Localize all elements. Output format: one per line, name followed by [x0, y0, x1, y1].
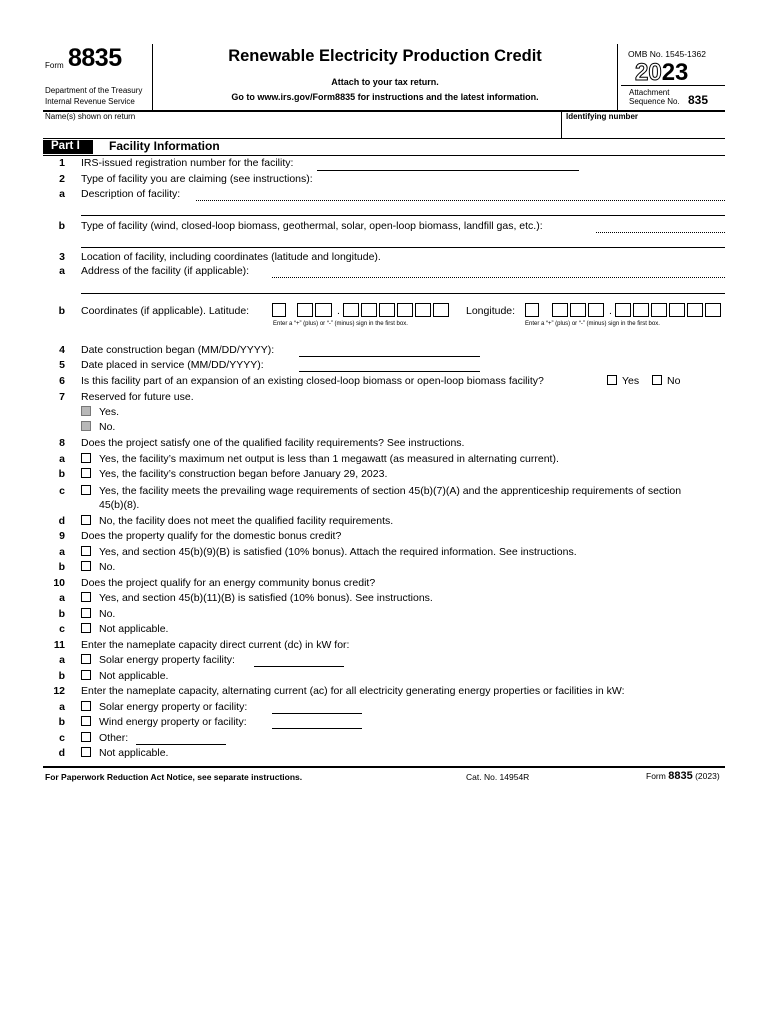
line-12-label: Enter the nameplate capacity, alternating current (ac) for all electricity generating energy properties or facilities in kW:: [81, 685, 625, 697]
line-10c-label: Not applicable.: [99, 623, 169, 635]
solar-ac-capacity-field[interactable]: [272, 713, 362, 714]
sequence-label: Sequence No.: [629, 97, 680, 106]
line-10b-label: No.: [99, 608, 116, 620]
line-12c-checkbox[interactable]: [81, 732, 91, 742]
footer-form-id: [646, 770, 720, 782]
footer-rule: [43, 766, 725, 768]
facility-description-field[interactable]: [196, 200, 725, 201]
form-label: Form: [45, 61, 64, 70]
line-10-label: Does the project qualify for an energy community bonus credit?: [81, 577, 376, 589]
line-11b-letter: b: [58, 670, 65, 682]
line-8a-label: Yes, the facility’s maximum net output is less than 1 megawatt (as measured in alternating current).: [99, 453, 559, 465]
facility-type-field[interactable]: [596, 232, 725, 233]
tax-year-suffix: 23: [661, 59, 689, 86]
latitude-decimal-box[interactable]: [397, 303, 413, 317]
line-8-number: 8: [59, 437, 65, 449]
latitude-sign-box[interactable]: [272, 303, 286, 317]
line-11a-letter: a: [59, 654, 65, 666]
other-ac-capacity-field[interactable]: [136, 744, 226, 745]
latitude-digit-box[interactable]: [315, 303, 332, 317]
line-2a-letter: a: [59, 188, 65, 200]
service-date-field[interactable]: [299, 371, 480, 372]
form-number: 8835: [68, 44, 122, 72]
line-8d-label: No, the facility does not meet the qualified facility requirements.: [99, 515, 394, 527]
line-12c-letter: c: [59, 732, 65, 744]
part-label: Part I: [51, 140, 80, 152]
longitude-decimal-point: .: [609, 305, 612, 317]
footer-form-number: 8835: [668, 770, 693, 782]
longitude-digit-box[interactable]: [588, 303, 604, 317]
line-9b-checkbox[interactable]: [81, 561, 91, 571]
longitude-decimal-box[interactable]: [687, 303, 703, 317]
line-8a-checkbox[interactable]: [81, 453, 91, 463]
line-8d-checkbox[interactable]: [81, 515, 91, 525]
line-7-yes-checkbox: [81, 406, 91, 416]
line-12a-checkbox[interactable]: [81, 701, 91, 711]
facility-description-line-2[interactable]: [81, 215, 725, 216]
line-7-yes-label: Yes.: [99, 406, 120, 418]
line-3-number: 3: [59, 251, 65, 263]
line-11-number: 11: [53, 639, 65, 651]
line-12d-letter: d: [58, 747, 65, 759]
line-10c-checkbox[interactable]: [81, 623, 91, 633]
registration-number-field[interactable]: [317, 170, 579, 171]
line-12d-checkbox[interactable]: [81, 747, 91, 757]
line-12a-letter: a: [59, 701, 65, 713]
line-6-label: Is this facility part of an expansion of an existing closed-loop biomass or open-loop biomass facility?: [81, 375, 544, 387]
line-8a-letter: a: [59, 453, 65, 465]
longitude-decimal-box[interactable]: [633, 303, 649, 317]
catalog-number: Cat. No. 14954R: [466, 772, 530, 782]
line-10a-label: Yes, and section 45(b)(11)(B) is satisfied (10% bonus). See instructions.: [99, 592, 433, 604]
line-2-number: 2: [59, 173, 65, 185]
longitude-decimal-box[interactable]: [705, 303, 721, 317]
wind-ac-capacity-field[interactable]: [272, 728, 362, 729]
line-7-label: Reserved for future use.: [81, 391, 194, 403]
longitude-hint: Enter a “+” (plus) or “-” (minus) sign in the first box.: [525, 321, 660, 327]
latitude-decimal-box[interactable]: [433, 303, 449, 317]
name-id-divider: [561, 111, 562, 138]
line-10-number: 10: [53, 577, 65, 589]
line-6-no-label: No: [667, 375, 681, 387]
line-6-number: 6: [59, 375, 65, 387]
footer-form-year: (2023): [695, 771, 720, 781]
line-12b-label: Wind energy property or facility:: [99, 716, 247, 728]
line-4-number: 4: [59, 344, 65, 356]
line-10c-letter: c: [59, 623, 65, 635]
line-9b-label: No.: [99, 561, 116, 573]
longitude-sign-box[interactable]: [525, 303, 539, 317]
line-9b-letter: b: [58, 561, 65, 573]
line-12b-checkbox[interactable]: [81, 716, 91, 726]
line-2-label: Type of facility you are claiming (see instructions):: [81, 173, 313, 185]
line-5-number: 5: [59, 359, 65, 371]
line-3a-letter: a: [59, 265, 65, 277]
line-8b-label: Yes, the facility’s construction began before January 29, 2023.: [99, 468, 388, 480]
line-11-label: Enter the nameplate capacity direct current (dc) in kW for:: [81, 639, 350, 651]
line-12c-label: Other:: [99, 732, 129, 744]
latitude-decimal-box[interactable]: [343, 303, 359, 317]
part-bottom-rule: [43, 155, 725, 156]
line-3b-label: Coordinates (if applicable). Latitude:: [81, 305, 250, 317]
line-8c-letter: c: [59, 485, 65, 497]
line-9a-checkbox[interactable]: [81, 546, 91, 556]
line-8-label: Does the project satisfy one of the qualified facility requirements? See instructions.: [81, 437, 465, 449]
latitude-digit-box[interactable]: [297, 303, 313, 317]
line-1-label: IRS-issued registration number for the facility:: [81, 157, 294, 169]
part-title: Facility Information: [109, 139, 220, 153]
longitude-digit-box[interactable]: [552, 303, 568, 317]
line-6-yes-checkbox[interactable]: [607, 375, 617, 385]
form-title: Renewable Electricity Production Credit: [228, 47, 542, 65]
line-3a-label: Address of the facility (if applicable):: [81, 265, 250, 277]
line-3-label: Location of facility, including coordinates (latitude and longitude).: [81, 251, 381, 263]
tax-year-prefix: 20: [635, 59, 662, 86]
longitude-decimal-box[interactable]: [615, 303, 631, 317]
line-11a-label: Solar energy property facility:: [99, 654, 235, 666]
identifying-number-label: Identifying number: [566, 112, 638, 121]
facility-address-line-2[interactable]: [81, 293, 725, 294]
tax-year: [635, 59, 688, 87]
longitude-digit-box[interactable]: [570, 303, 586, 317]
line-10a-letter: a: [59, 592, 65, 604]
line-12b-letter: b: [58, 716, 65, 728]
line-8b-checkbox[interactable]: [81, 468, 91, 478]
line-3b-letter: b: [58, 305, 65, 317]
name-label: Name(s) shown on return: [45, 112, 136, 121]
latitude-decimal-box[interactable]: [379, 303, 395, 317]
paperwork-notice: For Paperwork Reduction Act Notice, see separate instructions.: [45, 772, 303, 782]
line-10a-checkbox[interactable]: [81, 592, 91, 602]
line-6-yes-label: Yes: [622, 375, 640, 387]
year-divider: [621, 85, 725, 86]
line-12-number: 12: [53, 685, 65, 697]
part-badge: [43, 140, 93, 154]
line-9a-label: Yes, and section 45(b)(9)(B) is satisfied (10% bonus). Attach the required information. See instructions.: [99, 546, 577, 558]
line-9-number: 9: [59, 530, 65, 542]
line-10b-checkbox[interactable]: [81, 608, 91, 618]
line-9-label: Does the property qualify for the domestic bonus credit?: [81, 530, 342, 542]
line-7-no-checkbox: [81, 421, 91, 431]
line-12d-label: Not applicable.: [99, 747, 169, 759]
department-line: Department of the Treasury: [45, 86, 143, 95]
line-5-label: Date placed in service (MM/DD/YYYY):: [81, 359, 264, 371]
omb-number: OMB No. 1545-1362: [628, 49, 706, 59]
line-4-label: Date construction began (MM/DD/YYYY):: [81, 344, 275, 356]
website-instruction: Go to www.irs.gov/Form8835 for instructions and the latest information.: [231, 92, 539, 102]
facility-type-line-2[interactable]: [81, 247, 725, 248]
line-8b-letter: b: [58, 468, 65, 480]
longitude-label: Longitude:: [466, 305, 516, 317]
line-11b-label: Not applicable.: [99, 670, 169, 682]
line-10b-letter: b: [58, 608, 65, 620]
latitude-hint: Enter a “+” (plus) or “-” (minus) sign in the first box.: [273, 321, 408, 327]
line-6-no-checkbox[interactable]: [652, 375, 662, 385]
line-12a-label: Solar energy property or facility:: [99, 701, 248, 713]
line-9a-letter: a: [59, 546, 65, 558]
attachment-label: Attachment: [629, 88, 670, 97]
line-11b-checkbox[interactable]: [81, 670, 91, 680]
line-2b-letter: b: [58, 220, 65, 232]
line-11a-checkbox[interactable]: [81, 654, 91, 664]
facility-address-field[interactable]: [272, 277, 725, 278]
line-2a-label: Description of facility:: [81, 188, 181, 200]
line-7-no-label: No.: [99, 421, 116, 433]
line-1-number: 1: [59, 157, 65, 169]
sequence-number: 835: [688, 93, 709, 107]
line-7-number: 7: [59, 391, 65, 403]
line-2b-label: Type of facility (wind, closed-loop biomass, geothermal, solar, open-loop biomass, landfill gas, etc.):: [81, 220, 543, 232]
footer-form-label: Form: [646, 771, 666, 781]
latitude-decimal-point: .: [337, 305, 340, 317]
latitude-decimal-box[interactable]: [361, 303, 377, 317]
line-8d-letter: d: [58, 515, 65, 527]
latitude-decimal-box[interactable]: [415, 303, 431, 317]
line-8c-label-continued: 45(b)(8).: [99, 499, 140, 511]
attach-instruction: Attach to your tax return.: [331, 77, 439, 87]
irs-line: Internal Revenue Service: [45, 97, 135, 106]
longitude-decimal-box[interactable]: [651, 303, 667, 317]
header-divider-right: [617, 44, 618, 111]
line-8c-checkbox[interactable]: [81, 485, 91, 495]
solar-dc-capacity-field[interactable]: [254, 666, 344, 667]
construction-date-field[interactable]: [299, 356, 480, 357]
longitude-decimal-box[interactable]: [669, 303, 685, 317]
header-divider-left: [152, 44, 153, 111]
line-8c-label: Yes, the facility meets the prevailing wage requirements of section 45(b)(7)(A) and the apprenticeship requirements of section: [99, 485, 682, 497]
